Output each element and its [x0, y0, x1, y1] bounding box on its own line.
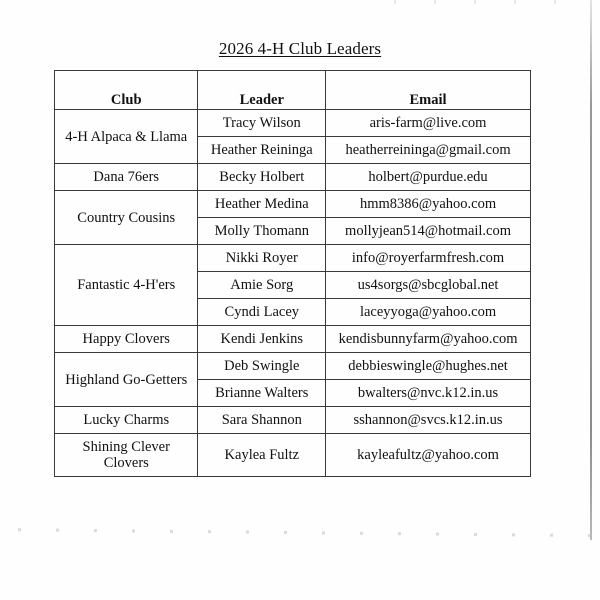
email-cell: us4sorgs@sbcglobal.net — [326, 272, 531, 299]
email-cell: bwalters@nvc.k12.in.us — [326, 380, 531, 407]
column-header-leader: Leader — [198, 71, 326, 110]
table-header-row — [55, 71, 531, 110]
leader-cell: Deb Swingle — [198, 353, 326, 380]
club-cell: Dana 76ers — [55, 164, 198, 191]
club-cell: Happy Clovers — [55, 326, 198, 353]
club-name-line: Clovers — [103, 455, 149, 471]
leader-cell: Heather Reininga — [198, 137, 326, 164]
leader-cell: Sara Shannon — [198, 407, 326, 434]
email-cell: info@royerfarmfresh.com — [326, 245, 531, 272]
email-cell: hmm8386@yahoo.com — [326, 191, 531, 218]
table-row — [55, 245, 531, 272]
leader-cell: Kendi Jenkins — [198, 326, 326, 353]
leader-cell: Amie Sorg — [198, 272, 326, 299]
club-cell — [55, 434, 198, 477]
table-row — [55, 353, 531, 380]
leader-cell: Nikki Royer — [198, 245, 326, 272]
club-name-line: Shining Clever — [82, 439, 170, 455]
table-row — [55, 407, 531, 434]
leader-cell: Cyndi Lacey — [198, 299, 326, 326]
leader-cell: Becky Holbert — [198, 164, 326, 191]
leader-cell: Molly Thomann — [198, 218, 326, 245]
table-row — [55, 164, 531, 191]
email-cell: sshannon@svcs.k12.in.us — [326, 407, 531, 434]
email-cell: aris-farm@live.com — [326, 110, 531, 137]
email-cell: debbieswingle@hughes.net — [326, 353, 531, 380]
document-title: 2026 4-H Club Leaders — [218, 39, 382, 58]
table-row — [55, 434, 531, 477]
scan-edge-line — [590, 0, 592, 540]
leader-cell: Kaylea Fultz — [198, 434, 326, 477]
table-row — [55, 326, 531, 353]
leader-cell: Brianne Walters — [198, 380, 326, 407]
email-cell: laceyyoga@yahoo.com — [326, 299, 531, 326]
scan-artifact-bottom — [0, 528, 590, 537]
leader-cell: Heather Medina — [198, 191, 326, 218]
column-header-email: Email — [326, 71, 531, 110]
table-row — [55, 110, 531, 137]
scan-artifact-top — [380, 0, 580, 4]
email-cell: kendisbunnyfarm@yahoo.com — [326, 326, 531, 353]
email-cell: mollyjean514@hotmail.com — [326, 218, 531, 245]
leader-cell: Tracy Wilson — [198, 110, 326, 137]
club-cell: Lucky Charms — [55, 407, 198, 434]
club-cell: 4-H Alpaca & Llama — [55, 110, 198, 164]
email-cell: holbert@purdue.edu — [326, 164, 531, 191]
table-row — [55, 191, 531, 218]
club-cell: Country Cousins — [55, 191, 198, 245]
club-cell: Highland Go-Getters — [55, 353, 198, 407]
email-cell: kayleafultz@yahoo.com — [326, 434, 531, 477]
column-header-club: Club — [55, 71, 198, 110]
club-cell: Fantastic 4-H'ers — [55, 245, 198, 326]
email-cell: heatherreininga@gmail.com — [326, 137, 531, 164]
club-leaders-table — [54, 70, 531, 477]
